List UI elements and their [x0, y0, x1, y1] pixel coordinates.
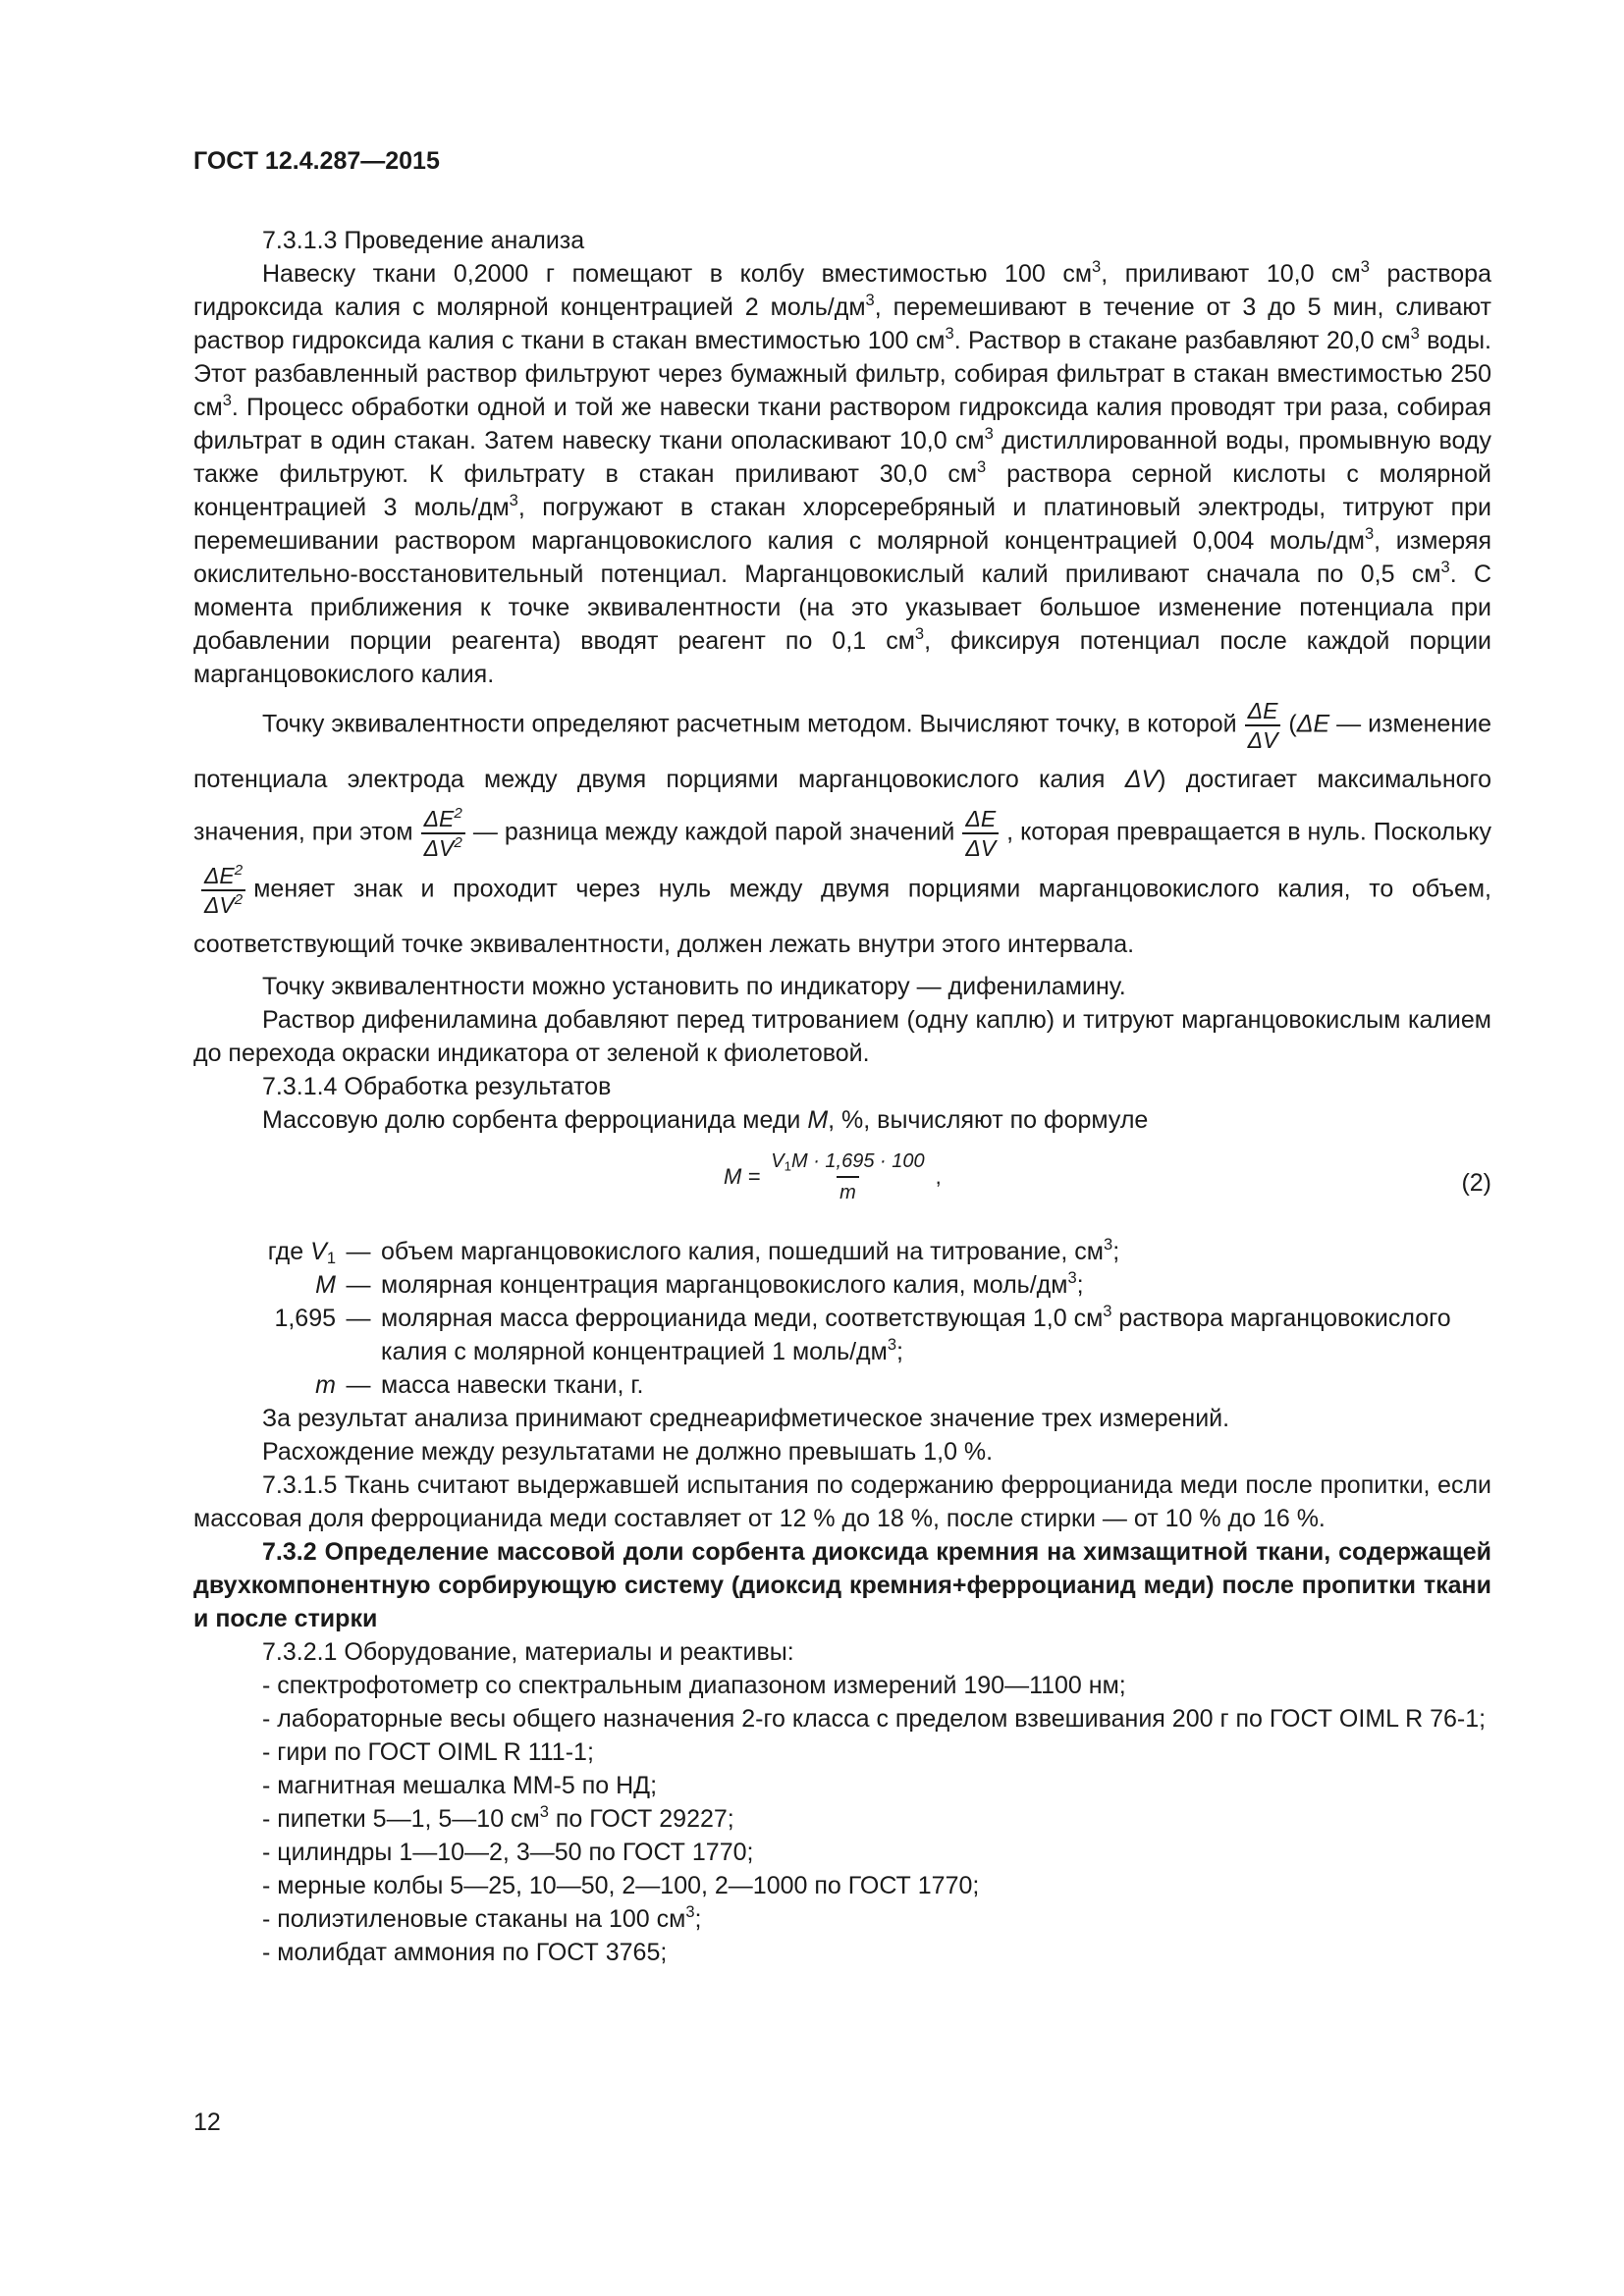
text-run: Навеску ткани 0,2000 г помещают в колбу вместимостью 100 см [262, 260, 1093, 288]
text-run: молярная масса ферроцианида меди, соответствующая 1,0 см [381, 1305, 1104, 1332]
symbol-V: V [771, 1150, 785, 1172]
fraction-numerator [201, 862, 245, 889]
text-run: , фиксируя потенциал после каждой порции марганцовокислого калия. [193, 627, 1491, 688]
formula-expression [724, 1147, 942, 1207]
superscript: 3 [1092, 258, 1102, 277]
definition-term: 1,695 [274, 1305, 336, 1332]
superscript: 3 [865, 292, 875, 310]
fraction-numerator: ΔE [1247, 698, 1278, 723]
equivalence-point-paragraph [193, 697, 1491, 970]
fraction-dE-dV [962, 805, 999, 862]
definition-text [381, 1268, 1491, 1302]
definition-term: M [315, 1271, 336, 1299]
text-run: ; [896, 1338, 903, 1365]
subscript: 1 [326, 1250, 336, 1268]
definition-V1 [193, 1235, 1491, 1268]
text-run: ; [694, 1905, 702, 1933]
document-body [193, 224, 1491, 1969]
text-run: меняет знак и проходит через нуль между двумя порциями марганцовокислого калия, то объем, соответствующий точке эквивалентности, должен лежать внутри этого интервала. [193, 875, 1491, 958]
superscript: 3 [914, 625, 925, 644]
list-item: - магнитная мешалка ММ-5 по НД; [262, 1772, 658, 1799]
page-number: 12 [193, 2109, 221, 2136]
document-code-header: ГОСТ 12.4.287—2015 [193, 147, 440, 175]
definition-m [193, 1368, 1491, 1402]
symbol-dV: ΔV [1124, 766, 1159, 793]
superscript: 3 [1410, 325, 1420, 344]
text-run: ΔE [204, 863, 235, 888]
text-run: дистиллированной воды, промывную воду также фильтруют. К фильтрату в стакан приливают 30,0 см [193, 427, 1491, 488]
list-item: - мерные колбы 5—25, 10—50, 2—100, 2—1000 по ГОСТ 1770; [262, 1872, 980, 1899]
text-run: , погружают в стакан хлорсеребряный и платиновый электроды, титруют при перемешивании раствором марганцовокислого калия с молярной концентрацией 0,004 моль/дм [193, 494, 1491, 555]
definition-dash: — [346, 1271, 371, 1299]
list-item: - цилиндры 1—10—2, 3—50 по ГОСТ 1770; [262, 1839, 754, 1866]
superscript: 2 [454, 833, 462, 851]
text-run: раствора марганцовокислого калия с молярной концентрацией 1 моль/дм [381, 1305, 1451, 1365]
definition-text [381, 1235, 1491, 1268]
text-run: M · 1,695 · 100 [790, 1150, 925, 1172]
definition-M [193, 1268, 1491, 1302]
section-7-3-2-1-title: 7.3.2.1 Оборудование, материалы и реактивы: [262, 1638, 794, 1666]
text-run: ) достигает максимального значения, при этом [193, 766, 1492, 846]
definition-text [381, 1302, 1491, 1368]
indicator-paragraph: Точку эквивалентности можно установить по индикатору — дифениламину. [262, 973, 1126, 1000]
formula-fraction [768, 1147, 927, 1207]
symbol-dE: ΔE [1296, 710, 1330, 738]
fraction-denominator [421, 832, 465, 862]
list-item: - гири по ГОСТ OIML R 111-1; [262, 1738, 594, 1766]
section-7-3-2-heading: 7.3.2 Определение массовой доли сорбента диоксида кремния на химзащитной ткани, содержащей двухкомпонентную сорбирующую систему (диоксид кремния+ферроцианид меди) после пропитки ткани и после стирки [193, 1538, 1491, 1632]
text-run: ΔE [423, 806, 455, 831]
text-run: , %, вычисляют по формуле [828, 1106, 1149, 1134]
formula-definitions [193, 1235, 1491, 1402]
subscript: 1 [784, 1158, 791, 1174]
text-run: молярная концентрация марганцовокислого калия, моль/дм [381, 1271, 1068, 1299]
text-run: , перемешивают в течение от 3 до 5 мин, сливают раствор гидроксида калия с ткани в стакан вместимостью 100 см [193, 294, 1491, 354]
text-run: — разница между каждой парой значений [472, 818, 955, 846]
superscript: 3 [222, 392, 232, 410]
superscript: 3 [539, 1803, 549, 1822]
list-item [193, 1902, 1491, 1936]
superscript: 2 [454, 804, 462, 822]
text-run: ΔV [204, 892, 235, 918]
superscript: 3 [984, 425, 994, 444]
definition-dash: — [346, 1371, 371, 1399]
text-run: где [267, 1238, 311, 1265]
text-run: воды. Этот разбавленный раствор фильтруют через бумажный фильтр, собирая фильтрат в стакан вместимостью 250 см [193, 327, 1491, 421]
result-paragraph: За результат анализа принимают среднеарифметическое значение трех измерений. [262, 1405, 1230, 1432]
text-run: ΔV [423, 835, 455, 861]
text-run: — изменение потенциала электрода между двумя порциями марганцовокислого калия [193, 710, 1492, 793]
text-run: , приливают 10,0 см [1101, 260, 1361, 288]
superscript: 3 [1104, 1236, 1113, 1255]
fraction-denominator: ΔV [962, 832, 999, 862]
text-run: , измеряя окислительно-восстановительный потенциал. Марганцовокислый калий приливают сначала по 0,5 см [193, 527, 1492, 588]
fraction-dE2-dV2 [201, 862, 245, 919]
superscript: 3 [945, 325, 954, 344]
fraction-dE2-dV2 [421, 805, 465, 862]
superscript: 2 [234, 861, 244, 879]
text-run: по ГОСТ 29227; [548, 1805, 734, 1833]
fraction-denominator [201, 889, 245, 919]
superscript: 3 [1103, 1303, 1112, 1321]
text-run: Массовую долю сорбента ферроцианида меди [262, 1106, 808, 1134]
superscript: 3 [1364, 525, 1375, 544]
superscript: 3 [1067, 1269, 1077, 1288]
formula-denominator: m [837, 1176, 859, 1207]
fraction-dE-dV [1245, 697, 1281, 754]
text-run: - полиэтиленовые стаканы на 100 см [262, 1905, 686, 1933]
superscript: 3 [1360, 258, 1370, 277]
text-run: , которая превращается в нуль. Поскольку [1006, 818, 1492, 846]
text-run: объем марганцовокислого калия, пошедший на титрование, см [381, 1238, 1104, 1265]
formula-numerator [768, 1147, 927, 1176]
fraction-numerator: ΔE [965, 806, 997, 831]
list-item: - спектрофотометр со спектральным диапазоном измерений 190—1100 нм; [262, 1672, 1126, 1699]
definition-text: масса навески ткани, г. [381, 1371, 644, 1399]
superscript: 3 [685, 1903, 695, 1922]
text-run: . С момента приближения к точке эквивалентности (на это указывает большое изменение потенциала при добавлении порции реагента) вводят реагент по 0,1 см [193, 561, 1492, 655]
section-7-3-1-3-paragraph [193, 257, 1491, 691]
formula-2 [193, 1147, 1491, 1227]
section-7-3-1-4-title: 7.3.1.4 Обработка результатов [262, 1073, 612, 1100]
divergence-paragraph: Расхождение между результатами не должно превышать 1,0 %. [262, 1438, 994, 1466]
superscript: 3 [977, 458, 987, 477]
formula-comma: , [935, 1164, 942, 1189]
text-run: ( [1288, 710, 1297, 738]
text-run: . Процесс обработки одной и той же навески ткани раствором гидроксида калия проводят три раза, собирая фильтрат в один стакан. Затем навеску ткани ополаскивают 10,0 см [193, 394, 1491, 454]
formula-lhs: M = [724, 1164, 761, 1189]
symbol-M: M [807, 1106, 829, 1134]
formula-intro [193, 1103, 1491, 1137]
definition-dash: — [346, 1305, 371, 1332]
definition-term: m [315, 1371, 336, 1399]
text-run: ; [1112, 1238, 1120, 1265]
list-item: - лабораторные весы общего назначения 2-го класса с пределом взвешивания 200 г по ГОСТ OIML R 76-1; [262, 1705, 1487, 1733]
superscript: 3 [1440, 559, 1450, 577]
section-7-3-1-3-title: 7.3.1.3 Проведение анализа [262, 227, 585, 254]
definition-dash: — [346, 1238, 371, 1265]
text-run: раствора гидроксида калия с молярной концентрацией 2 моль/дм [193, 260, 1491, 321]
formula-number: (2) [1461, 1169, 1491, 1197]
superscript: 2 [234, 890, 244, 908]
text-run: . Раствор в стакане разбавляют 20,0 см [953, 327, 1411, 354]
definition-term [193, 1235, 336, 1268]
symbol-V: V [310, 1238, 327, 1265]
text-run: Точку эквивалентности определяют расчетным методом. Вычисляют точку, в которой [262, 710, 1237, 738]
superscript: 3 [887, 1336, 897, 1355]
list-item: - молибдат аммония по ГОСТ 3765; [262, 1939, 668, 1966]
superscript: 3 [509, 492, 518, 510]
diphenylamine-paragraph: Раствор дифениламина добавляют перед титрованием (одну каплю) и титруют марганцовокислым калием до перехода окраски индикатора от зеленой к фиолетовой. [193, 1006, 1491, 1067]
section-7-3-1-5-paragraph: 7.3.1.5 Ткань считают выдержавшей испытания по содержанию ферроцианида меди после пропитки, если массовая доля ферроцианида меди составляет от 12 % до 18 %, после стирки — от 10 % до 16 %. [193, 1471, 1491, 1532]
text-run: раствора серной кислоты с молярной концентрацией 3 моль/дм [193, 460, 1491, 521]
fraction-denominator: ΔV [1245, 724, 1281, 754]
definition-1695 [193, 1302, 1491, 1368]
text-run: ; [1076, 1271, 1084, 1299]
text-run: - пипетки 5—1, 5—10 см [262, 1805, 540, 1833]
fraction-numerator [421, 805, 465, 832]
list-item [193, 1802, 1491, 1836]
